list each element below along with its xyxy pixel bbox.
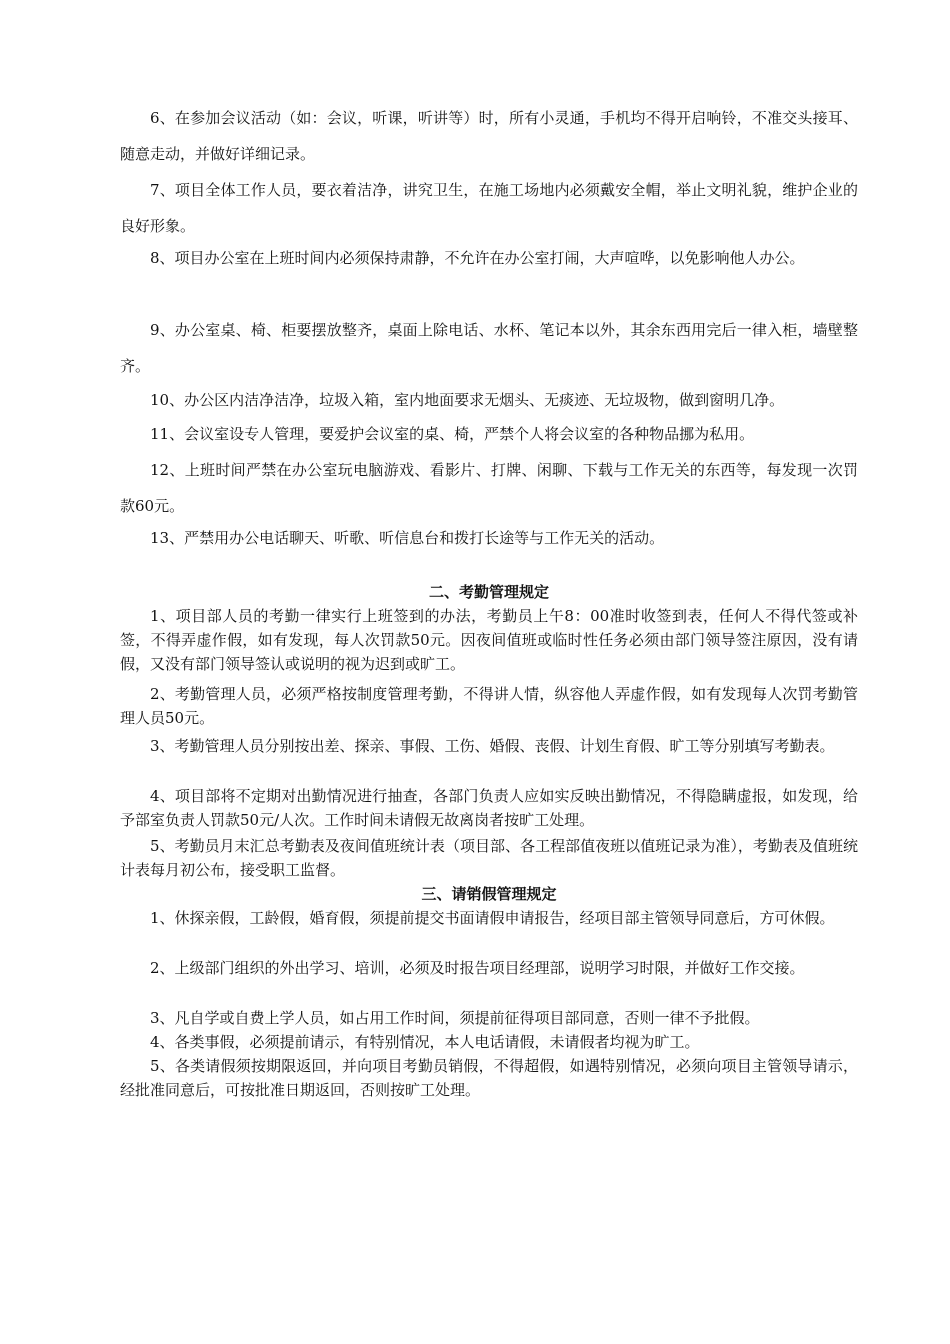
leave-rule-1: 1、休探亲假，工龄假，婚育假，须提前提交书面请假申请报告，经项目部主管领导同意后，方可休假。 [150,909,835,927]
section-2-title: 二、考勤管理规定 [428,583,549,601]
attendance-rule-2: 2、考勤管理人员，必须严格按制度管理考勤，不得讲人情，纵容他人弄虚作假，如有发现每人次罚考勤管理人员50元。 [120,685,858,727]
attendance-rule-3: 3、考勤管理人员分别按出差、探亲、事假、工伤、婚假、丧假、计划生育假、旷工等分别填写考勤表。 [150,737,835,755]
rule-11: 11、会议室设专人管理，要爱护会议室的桌、椅，严禁个人将会议室的各种物品挪为私用。 [150,425,755,443]
rule-9: 9、办公室桌、椅、柜要摆放整齐，桌面上除电话、水杯、笔记本以外，其余东西用完后一律入柜，墙壁整齐。 [120,321,858,375]
rule-8: 8、项目办公室在上班时间内必须保持肃静，不允许在办公室打闹，大声喧哗，以免影响他人办公。 [150,249,805,267]
rule-6: 6、在参加会议活动（如：会议，听课，听讲等）时，所有小灵通，手机均不得开启响铃，不准交头接耳、随意走动，并做好详细记录。 [120,109,858,163]
leave-rule-4: 4、各类事假，必须提前请示，有特别情况，本人电话请假，未请假者均视为旷工。 [150,1033,700,1051]
rule-12: 12、上班时间严禁在办公室玩电脑游戏、看影片、打牌、闲聊、下载与工作无关的东西等，每发现一次罚款60元。 [120,461,858,515]
leave-rule-3: 3、凡自学或自费上学人员，如占用工作时间，须提前征得项目部同意，否则一律不予批假。 [150,1009,760,1027]
attendance-rule-5: 5、考勤员月末汇总考勤表及夜间值班统计表（项目部、各工程部值夜班以值班记录为准），考勤表及值班统计表每月初公布，接受职工监督。 [120,837,858,879]
section-3-title: 三、请销假管理规定 [421,885,557,903]
leave-rule-5: 5、各类请假须按期限返回，并向项目考勤员销假，不得超假，如遇特别情况，必须向项目主管领导请示，经批准同意后，可按批准日期返回，否则按旷工处理。 [120,1057,858,1099]
leave-rule-2: 2、上级部门组织的外出学习、培训，必须及时报告项目经理部，说明学习时限，并做好工作交接。 [150,959,805,977]
rule-10: 10、办公区内洁净洁净，垃圾入箱，室内地面要求无烟头、无痰迹、无垃圾物，做到窗明几净。 [150,391,785,409]
rule-7: 7、项目全体工作人员，要衣着洁净，讲究卫生，在施工场地内必须戴安全帽，举止文明礼貌，维护企业的良好形象。 [120,181,858,235]
attendance-rule-1: 1、项目部人员的考勤一律实行上班签到的办法，考勤员上午8：00准时收签到表，任何人不得代签或补签，不得弄虚作假，如有发现，每人次罚款50元。因夜间值班或临时性任务必须由部门领导签注原因，没有请假，又没有部门领导签认或说明的视为迟到或旷工。 [120,607,858,673]
rule-13: 13、严禁用办公电话聊天、听歌、听信息台和拨打长途等与工作无关的活动。 [150,529,665,547]
attendance-rule-4: 4、项目部将不定期对出勤情况进行抽查，各部门负责人应如实反映出勤情况，不得隐瞒虚报，如发现，给予部室负责人罚款50元/人次。工作时间未请假无故离岗者按旷工处理。 [120,787,858,829]
